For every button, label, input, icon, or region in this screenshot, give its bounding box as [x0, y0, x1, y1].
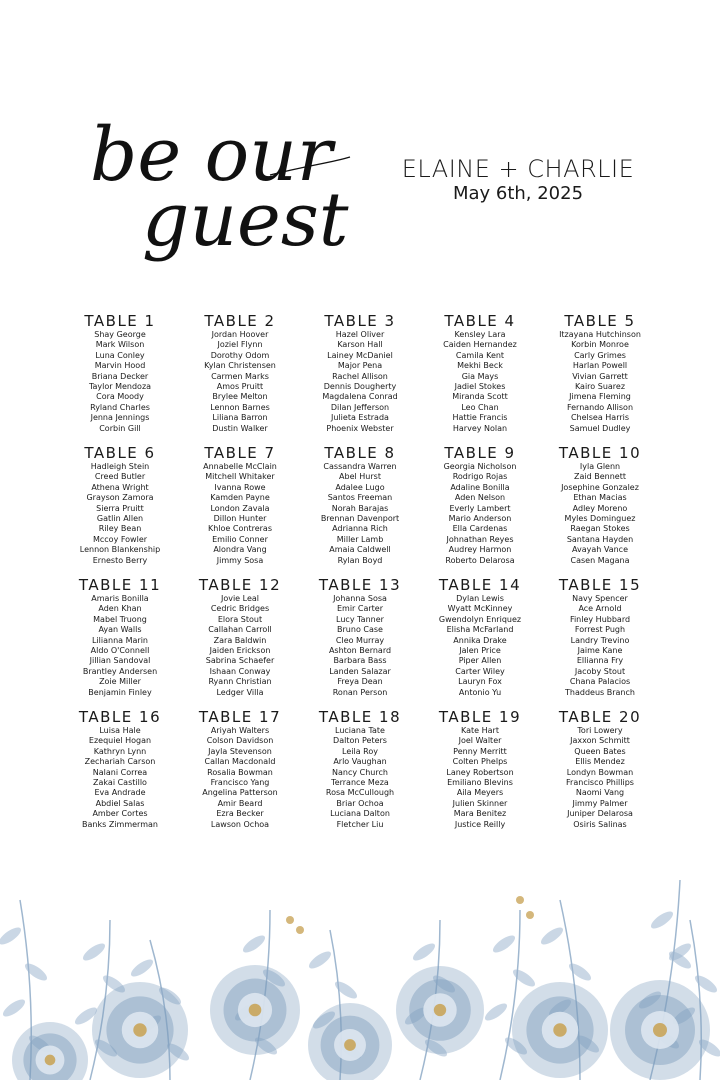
guest-name: Lauryn Fox: [458, 677, 502, 687]
guest-name: Aldo O'Connell: [90, 646, 150, 656]
guest-name: Khloe Contreras: [208, 524, 272, 534]
guest-list: [60, 330, 180, 434]
table-label: TABLE 12: [198, 576, 282, 594]
guest-name: Gwendolyn Enriquez: [438, 614, 522, 624]
guest-name: Vivian Garrett: [572, 371, 628, 381]
table-card: [540, 312, 660, 440]
guest-name: Dillon Hunter: [213, 514, 267, 524]
event-date: May 6th, 2025: [452, 183, 584, 204]
guest-name: Ronan Person: [332, 687, 388, 697]
guest-name: Terrance Meza: [331, 778, 389, 788]
table-card: [300, 708, 420, 836]
guest-list: [420, 726, 540, 830]
guest-list: [420, 462, 540, 566]
guest-name: Myles Dominguez: [564, 514, 636, 524]
leaf: [128, 956, 155, 979]
guest-name: Ishaan Conway: [209, 666, 271, 676]
table-label: TABLE 14: [438, 576, 522, 594]
guest-name: Ariyah Walters: [210, 726, 270, 735]
guest-name: Eva Andrade: [94, 788, 146, 798]
script-line-be-our: be our: [90, 112, 333, 198]
couple-names: ELAINE + CHARLIE: [401, 155, 635, 183]
guest-name: Piper Allen: [458, 656, 502, 666]
guest-list: [540, 594, 660, 698]
guest-name: Angelina Patterson: [202, 788, 278, 798]
guest-name: Luciana Dalton: [330, 809, 390, 819]
guest-name: Antonio Yu: [458, 687, 502, 697]
guest-name: Wyatt McKinney: [447, 604, 513, 614]
guest-name: Jalen Price: [459, 646, 501, 656]
guest-name: Finley Hubbard: [569, 614, 631, 624]
guest-name: Colten Phelps: [452, 757, 508, 767]
guest-name: Nalani Correa: [92, 767, 148, 777]
leaf: [538, 924, 565, 947]
flower-center: [553, 1023, 566, 1036]
guest-name: Chelsea Harris: [570, 413, 630, 423]
table-label: TABLE 17: [198, 708, 282, 726]
guest-name: Fernando Allison: [566, 402, 634, 412]
guest-name: Zara Baldwin: [213, 635, 267, 645]
guest-name: Georgia Nicholson: [443, 462, 517, 471]
guest-name: Raegan Stokes: [570, 524, 630, 534]
table-card: [540, 708, 660, 836]
guest-name: Gia Mays: [461, 371, 499, 381]
guest-name: Itzayana Hutchinson: [559, 330, 641, 339]
guest-name: Callahan Carroll: [208, 625, 272, 635]
guest-name: Jimmy Palmer: [572, 798, 628, 808]
guest-name: Dennis Dougherty: [323, 382, 397, 392]
guest-name: Audrey Harmon: [448, 545, 512, 555]
table-card: [420, 708, 540, 836]
guest-name: Emilio Conner: [212, 534, 268, 544]
guest-name: Caiden Hernandez: [443, 340, 517, 350]
guest-name: Carly Grimes: [574, 350, 626, 360]
guest-name: Liliana Barron: [212, 413, 268, 423]
guest-name: Mara Benitez: [453, 809, 507, 819]
guest-name: Cedric Bridges: [210, 604, 270, 614]
guest-list: [60, 726, 180, 830]
guest-name: Brylee Melton: [212, 392, 268, 402]
berry: [286, 916, 294, 924]
guest-name: Jadiel Stokes: [454, 382, 506, 392]
guest-name: Leila Roy: [342, 746, 378, 756]
guest-name: Kairo Suarez: [574, 382, 626, 392]
guest-name: Jaxxon Schmitt: [570, 736, 630, 746]
guest-name: Ella Cardenas: [452, 524, 508, 534]
guest-name: Zoie Miller: [99, 677, 141, 687]
flower-center: [434, 1004, 446, 1016]
guest-name: Sierra Pruitt: [96, 503, 144, 513]
guest-name: Kate Hart: [461, 726, 499, 735]
guest-name: Jimmy Sosa: [216, 555, 264, 565]
guest-list: [420, 330, 540, 434]
leaf: [240, 932, 267, 955]
guest-name: Londyn Bowman: [566, 767, 634, 777]
guest-list: [540, 726, 660, 830]
guest-name: Dilan Jefferson: [330, 402, 390, 412]
guest-name: Johnathan Reyes: [446, 534, 514, 544]
guest-name: Jimena Fleming: [569, 392, 631, 402]
be-our-guest-script-title: [80, 95, 380, 270]
guest-name: Josephine Gonzalez: [561, 482, 639, 492]
guest-name: Mabel Truong: [93, 614, 147, 624]
guest-name: Ezequiel Hogan: [88, 736, 152, 746]
table-card: [540, 444, 660, 572]
table-label: TABLE 16: [78, 708, 162, 726]
guest-name: Amaia Caldwell: [329, 545, 391, 555]
guest-name: Emiliano Blevins: [447, 778, 513, 788]
table-card: [180, 444, 300, 572]
table-label: TABLE 19: [438, 708, 522, 726]
guest-name: Adaline Bonilla: [450, 482, 510, 492]
guest-name: Penny Merritt: [453, 746, 507, 756]
leaf: [22, 960, 49, 983]
guest-name: Amos Pruitt: [216, 382, 264, 392]
guest-name: Amber Cortes: [92, 809, 148, 819]
guest-name: Ryann Christian: [208, 677, 272, 687]
guest-name: Zechariah Carson: [84, 757, 156, 767]
guest-name: Briar Ochoa: [336, 798, 384, 808]
guest-name: Lennon Blankenship: [79, 545, 161, 555]
guest-name: Luisa Hale: [99, 726, 141, 735]
table-card: [60, 312, 180, 440]
leaf: [490, 932, 517, 955]
table-label: TABLE 15: [558, 576, 642, 594]
guest-list: [420, 594, 540, 698]
guest-list: [300, 330, 420, 434]
guest-name: Riley Bean: [98, 524, 142, 534]
guest-list: [300, 594, 420, 698]
guest-name: Amaris Bonilla: [91, 594, 149, 603]
leaf: [482, 1000, 509, 1023]
berry: [526, 911, 534, 919]
guest-name: Sabrina Schaefer: [205, 656, 275, 666]
guest-name: Luciana Tate: [335, 726, 385, 735]
guest-name: Korbin Monroe: [571, 340, 629, 350]
leaf: [510, 966, 537, 989]
table-card: [420, 576, 540, 704]
guest-name: Kylan Christensen: [204, 361, 276, 371]
guest-name: Carmen Marks: [211, 371, 269, 381]
guest-list: [180, 330, 300, 434]
table-card: [60, 708, 180, 836]
guest-name: Francisco Phillips: [566, 778, 634, 788]
guest-name: Jordan Hoover: [211, 330, 269, 339]
guest-name: Abdiel Salas: [95, 798, 145, 808]
guest-name: Hadleigh Stein: [90, 462, 150, 471]
guest-name: Lennon Barnes: [210, 402, 270, 412]
guest-name: Harvey Nolan: [452, 423, 508, 433]
guest-name: Adrianna Rich: [332, 524, 388, 534]
guest-name: Ethan Macias: [573, 493, 627, 503]
guest-name: Mitchell Whitaker: [205, 472, 275, 482]
guest-name: Aden Khan: [98, 604, 142, 614]
guest-name: Lawson Ochoa: [210, 819, 270, 829]
table-label: TABLE 18: [318, 708, 402, 726]
table-card: [300, 576, 420, 704]
guest-name: Magdalena Conrad: [322, 392, 398, 402]
guest-name: Everly Lambert: [449, 503, 511, 513]
table-label: TABLE 20: [558, 708, 642, 726]
table-label: TABLE 8: [324, 444, 396, 462]
guest-name: Freya Dean: [337, 677, 383, 687]
table-card: [180, 312, 300, 440]
guest-list: [180, 462, 300, 566]
leaf: [0, 924, 24, 947]
guest-name: Kensley Lara: [454, 330, 506, 339]
guest-name: Rodrigo Rojas: [452, 472, 508, 482]
guest-name: Hazel Oliver: [335, 330, 385, 339]
guest-name: Casen Magana: [570, 555, 630, 565]
seating-grid: [60, 312, 660, 836]
guest-list: [300, 726, 420, 830]
table-card: [180, 576, 300, 704]
guest-name: Gatlin Allen: [96, 514, 144, 524]
script-line-guest: guest: [142, 177, 349, 263]
table-label: TABLE 13: [318, 576, 402, 594]
guest-name: Landen Salazar: [329, 666, 391, 676]
guest-name: Cora Moody: [96, 392, 144, 402]
guest-name: Norah Barajas: [331, 503, 389, 513]
guest-name: Zakai Castillo: [93, 778, 147, 788]
guest-list: [300, 462, 420, 566]
guest-name: Dorothy Odom: [210, 350, 270, 360]
guest-name: Mark Wilson: [95, 340, 145, 350]
berry: [516, 896, 524, 904]
guest-name: Brennan Davenport: [320, 514, 400, 524]
flower-center: [45, 1055, 56, 1066]
guest-name: Ezra Becker: [216, 809, 264, 819]
table-label: TABLE 1: [84, 312, 156, 330]
table-label: TABLE 5: [564, 312, 636, 330]
guest-name: Carter Wiley: [455, 666, 505, 676]
guest-name: Navy Spencer: [572, 594, 628, 603]
guest-name: Hattie Francis: [452, 413, 508, 423]
guest-list: [540, 462, 660, 566]
table-label: TABLE 11: [78, 576, 162, 594]
guest-list: [540, 330, 660, 434]
guest-name: Aila Meyers: [456, 788, 504, 798]
guest-name: Osiris Salinas: [573, 819, 627, 829]
guest-name: Mario Anderson: [448, 514, 512, 524]
table-card: [180, 708, 300, 836]
table-card: [60, 444, 180, 572]
guest-name: Fletcher Liu: [336, 819, 384, 829]
table-card: [60, 576, 180, 704]
table-label: TABLE 7: [204, 444, 276, 462]
guest-name: Santos Freeman: [327, 493, 393, 503]
guest-name: Luna Conley: [95, 350, 145, 360]
guest-name: Julien Skinner: [452, 798, 508, 808]
guest-name: Cassandra Warren: [323, 462, 397, 471]
guest-name: Santana Hayden: [566, 534, 634, 544]
guest-name: Barbara Bass: [333, 656, 387, 666]
guest-name: Colson Davidson: [206, 736, 274, 746]
guest-name: Major Pena: [337, 361, 383, 371]
guest-name: Dalton Peters: [333, 736, 387, 746]
guest-name: Rosa McCullough: [325, 788, 395, 798]
guest-name: Julieta Estrada: [331, 413, 389, 423]
guest-name: Ledger Villa: [216, 687, 264, 697]
guest-name: London Zavala: [210, 503, 270, 513]
couple-block: [388, 155, 648, 204]
guest-name: Forrest Pugh: [574, 625, 626, 635]
guest-name: Harlan Powell: [572, 361, 628, 371]
guest-name: Elora Stout: [217, 614, 263, 624]
guest-name: Amir Beard: [217, 798, 263, 808]
guest-name: Marvin Hood: [94, 361, 146, 371]
guest-name: Arlo Vaughan: [333, 757, 387, 767]
guest-name: Kamden Payne: [210, 493, 270, 503]
guest-name: Juniper Delarosa: [567, 809, 633, 819]
leaf: [410, 940, 437, 963]
guest-name: Jenna Jennings: [90, 413, 150, 423]
guest-name: Jovie Leal: [220, 594, 260, 603]
guest-name: Leo Chan: [461, 402, 499, 412]
guest-name: Lainey McDaniel: [327, 350, 393, 360]
table-label: TABLE 6: [84, 444, 156, 462]
berry: [296, 926, 304, 934]
guest-name: Jaiden Erickson: [209, 646, 271, 656]
guest-name: Taylor Mendoza: [88, 382, 152, 392]
guest-name: Jayla Stevenson: [208, 746, 272, 756]
guest-name: Jaime Kane: [577, 646, 623, 656]
guest-name: Roberto Delarosa: [445, 555, 515, 565]
guest-name: Rosalia Bowman: [207, 767, 273, 777]
guest-name: Miranda Scott: [452, 392, 508, 402]
guest-name: Bruno Case: [337, 625, 383, 635]
guest-name: Avayah Vance: [571, 545, 629, 555]
table-card: [420, 444, 540, 572]
flower-center: [653, 1023, 667, 1037]
guest-name: Laney Robertson: [446, 767, 514, 777]
guest-name: Annabelle McClain: [203, 462, 277, 471]
guest-name: Francisco Yang: [210, 778, 270, 788]
guest-name: Ivanna Rowe: [214, 482, 266, 492]
guest-name: Jillian Sandoval: [89, 656, 151, 666]
table-label: TABLE 4: [444, 312, 516, 330]
leaf: [566, 960, 593, 983]
guest-name: Ellis Mendez: [575, 757, 625, 767]
guest-name: Rachel Allison: [332, 371, 388, 381]
guest-name: Lucy Tanner: [336, 614, 384, 624]
guest-name: Banks Zimmerman: [82, 819, 158, 829]
guest-name: Shay George: [94, 330, 146, 339]
guest-name: Dylan Lewis: [456, 594, 504, 603]
guest-name: Karson Hall: [337, 340, 383, 350]
guest-name: Phoenix Webster: [326, 423, 394, 433]
leaf: [0, 996, 27, 1019]
guest-name: Adley Moreno: [572, 503, 628, 513]
guest-name: Jacoby Stout: [574, 666, 626, 676]
guest-name: Ellianna Fry: [576, 656, 624, 666]
flower-center: [133, 1023, 146, 1036]
guest-name: Briana Decker: [91, 371, 149, 381]
stem: [500, 910, 520, 1080]
guest-name: Alondra Vang: [213, 545, 267, 555]
guest-name: Chana Palacios: [569, 677, 631, 687]
leaf: [692, 972, 719, 995]
guest-list: [180, 726, 300, 830]
flower-center: [344, 1039, 356, 1051]
guest-name: Ayan Walls: [98, 625, 142, 635]
guest-name: Ernesto Berry: [92, 555, 148, 565]
guest-name: Grayson Zamora: [86, 493, 154, 503]
guest-name: Tori Lowery: [577, 726, 623, 735]
guest-name: Zaid Bennett: [574, 472, 626, 482]
guest-name: Ryland Charles: [90, 402, 150, 412]
guest-name: Samuel Dudley: [569, 423, 631, 433]
guest-name: Aden Nelson: [454, 493, 506, 503]
guest-name: Ace Arnold: [578, 604, 622, 614]
table-card: [300, 444, 420, 572]
guest-name: Mccoy Fowler: [92, 534, 148, 544]
guest-name: Creed Butler: [94, 472, 146, 482]
guest-name: Cleo Murray: [335, 635, 385, 645]
table-label: TABLE 9: [444, 444, 516, 462]
guest-name: Camila Kent: [455, 350, 505, 360]
guest-name: Abel Hurst: [339, 472, 381, 482]
guest-name: Mekhi Beck: [457, 361, 503, 371]
leaf: [332, 978, 359, 1001]
guest-name: Callan Macdonald: [204, 757, 276, 767]
table-label: TABLE 2: [204, 312, 276, 330]
guest-name: Corbin Gill: [99, 423, 141, 433]
guest-name: Adalee Lugo: [335, 482, 385, 492]
guest-name: Lilianna Marin: [92, 635, 148, 645]
guest-name: Rylan Boyd: [337, 555, 383, 565]
guest-name: Kathryn Lynn: [93, 746, 147, 756]
guest-name: Nancy Church: [332, 767, 388, 777]
guest-name: Joel Walter: [458, 736, 502, 746]
guest-name: Athena Wright: [91, 482, 149, 492]
guest-name: Dustin Walker: [212, 423, 268, 433]
guest-name: Emir Carter: [336, 604, 384, 614]
leaf: [80, 940, 107, 963]
guest-name: Brantley Andersen: [82, 666, 158, 676]
guest-name: Thaddeus Branch: [565, 687, 635, 697]
guest-name: Annika Drake: [453, 635, 507, 645]
guest-list: [60, 462, 180, 566]
table-label: TABLE 10: [558, 444, 642, 462]
guest-name: Joziel Flynn: [217, 340, 263, 350]
guest-name: Miller Lamb: [336, 534, 384, 544]
floral-border-illustration: [0, 860, 720, 1080]
leaf: [306, 948, 333, 971]
table-card: [300, 312, 420, 440]
guest-name: Naomi Vang: [575, 788, 625, 798]
leaf: [648, 908, 675, 931]
guest-name: Elisha McFarland: [446, 625, 514, 635]
guest-name: Ashton Bernard: [328, 646, 392, 656]
guest-name: Benjamin Finley: [88, 687, 152, 697]
table-card: [420, 312, 540, 440]
guest-list: [60, 594, 180, 698]
guest-name: Landry Trevino: [570, 635, 630, 645]
flower-center: [249, 1004, 262, 1017]
guest-name: Iyla Glenn: [579, 462, 621, 471]
guest-name: Queen Bates: [574, 746, 626, 756]
guest-name: Justice Reilly: [454, 819, 506, 829]
table-label: TABLE 3: [324, 312, 396, 330]
table-card: [540, 576, 660, 704]
guest-name: Johanna Sosa: [333, 594, 387, 603]
guest-list: [180, 594, 300, 698]
